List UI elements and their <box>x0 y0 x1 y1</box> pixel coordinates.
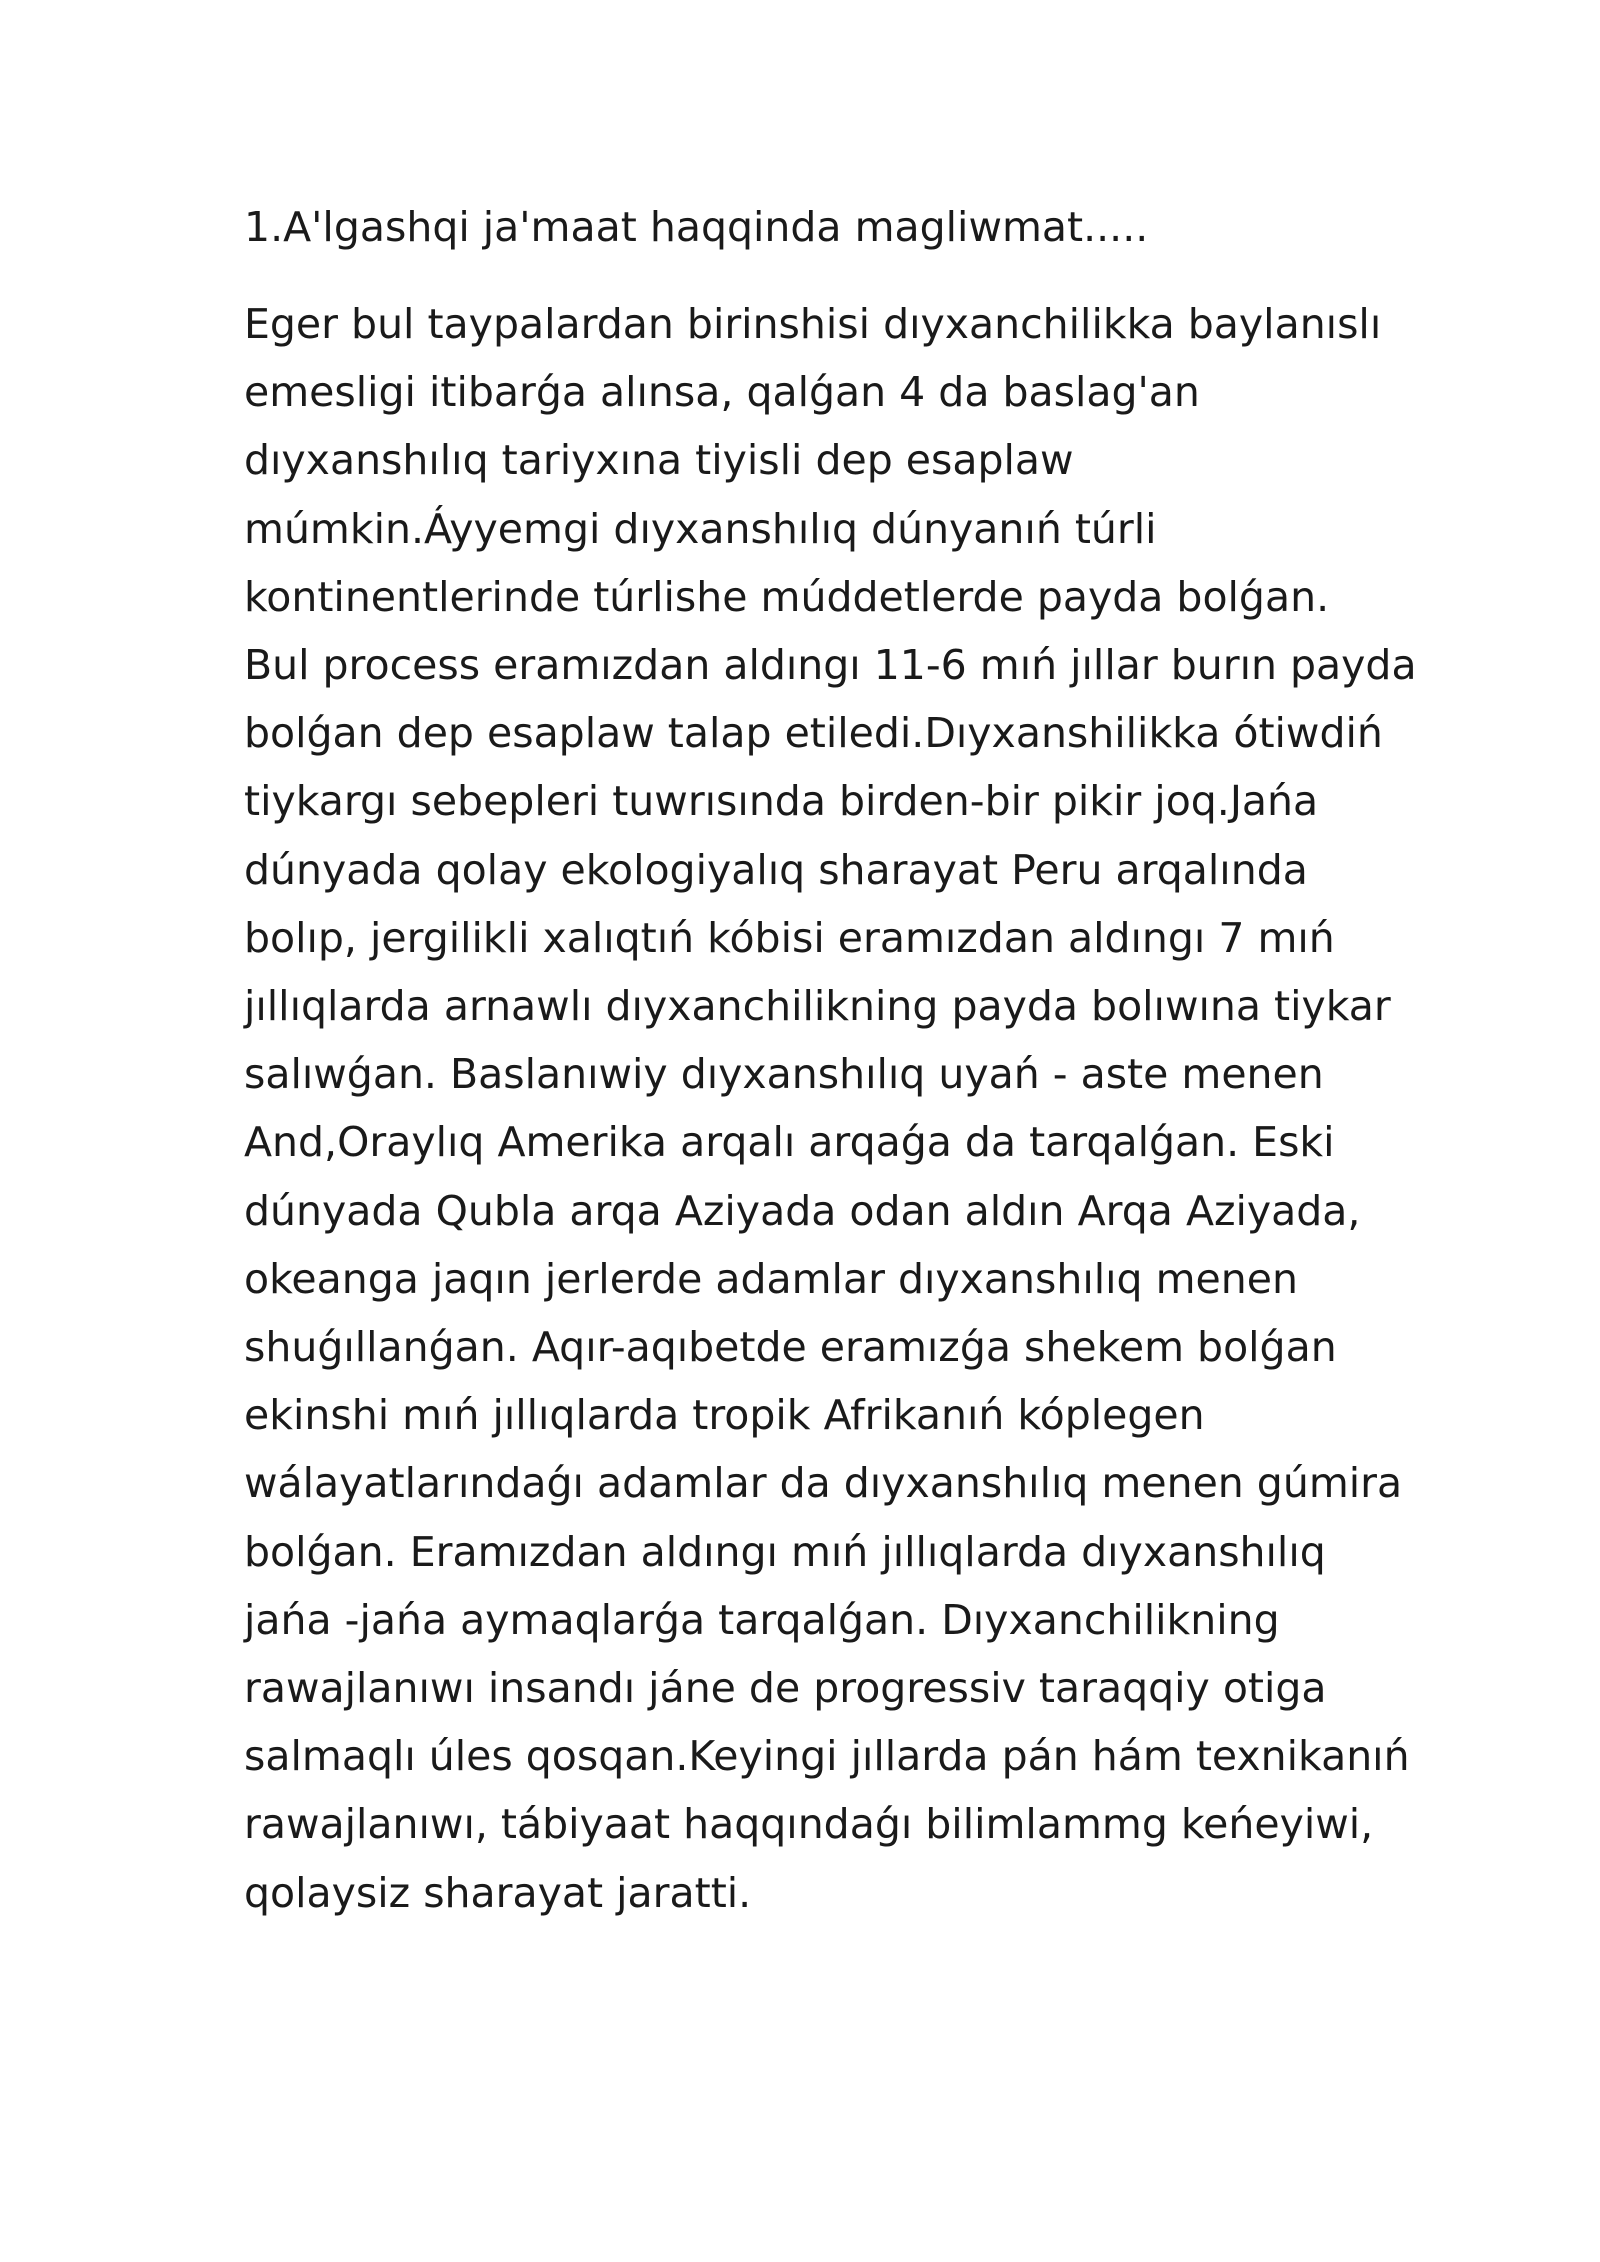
paragraph-line: And,Oraylıq Amerika arqalı arqaǵa da tarqalǵan. Eski <box>244 1118 1335 1167</box>
paragraph-line: bolıp, jergilikli xalıqtıń kóbisi eramızdan aldıngı 7 mıń <box>244 913 1335 962</box>
paragraph-line: múmkin.Áyyemgi dıyxanshılıq dúnyanıń túrli <box>244 504 1157 553</box>
paragraph-line: wálayatlarındaǵı adamlar da dıyxanshılıq menen gúmira <box>244 1459 1403 1508</box>
paragraph-line: emesligi itibarǵa alınsa, qalǵan 4 da baslag'an <box>244 368 1200 417</box>
paragraph-line: Eger bul taypalardan birinshisi dıyxanchilikka baylanıslı <box>244 300 1382 348</box>
paragraph-line: rawajlanıwı, tábiyaat haqqındaǵı bilimlammg keńeyiwi, <box>244 1800 1374 1849</box>
paragraph-line: shuǵıllanǵan. Aqır-aqıbetde eramızǵa shekem bolǵan <box>244 1323 1337 1372</box>
paragraph-line: dúnyada qolay ekologiyalıq sharayat Peru arqalında <box>244 845 1308 894</box>
paragraph-line: kontinentlerinde túrlishe múddetlerde payda bolǵan. <box>244 572 1330 621</box>
document-body <box>244 290 1417 1927</box>
paragraph-line: bolǵan. Eramızdan aldıngı mıń jıllıqlarda dıyxanshılıq <box>244 1527 1326 1576</box>
paragraph-line: Bul process eramızdan aldıngı 11-6 mıń jıllar burın payda <box>244 641 1417 690</box>
paragraph-line: salıwǵan. Baslanıwiy dıyxanshılıq uyań - aste menen <box>244 1050 1324 1099</box>
paragraph-line: dıyxanshılıq tariyxına tiyisli dep esaplaw <box>244 436 1074 485</box>
paragraph-line: rawajlanıwı insandı jáne de progressiv taraqqiy otiga <box>244 1664 1327 1713</box>
paragraph-line: jıllıqlarda arnawlı dıyxanchilikning payda bolıwına tiykar <box>244 982 1391 1031</box>
paragraph-line: salmaqlı úles qosqan.Keyingi jıllarda pán hám texnikanıń <box>244 1732 1410 1781</box>
document-heading: 1.A'lgashqi ja'maat haqqinda magliwmat..... <box>244 203 1149 251</box>
paragraph-line: qolaysiz sharayat jaratti. <box>244 1868 752 1917</box>
paragraph-line: jańa -jańa aymaqlarǵa tarqalǵan. Dıyxanchilikning <box>244 1595 1280 1644</box>
paragraph-line: tiykargı sebepleri tuwrısında birden-bir pikir joq.Jańa <box>244 777 1319 826</box>
paragraph-line: ekinshi mıń jıllıqlarda tropik Afrikanıń kóplegen <box>244 1391 1205 1440</box>
paragraph-line: okeanga jaqın jerlerde adamlar dıyxanshılıq menen <box>244 1254 1298 1303</box>
paragraph-line: dúnyada Qubla arqa Aziyada odan aldın Arqa Aziyada, <box>244 1186 1361 1235</box>
paragraph-line: bolǵan dep esaplaw talap etiledi.Dıyxanshilikka ótiwdiń <box>244 709 1383 758</box>
